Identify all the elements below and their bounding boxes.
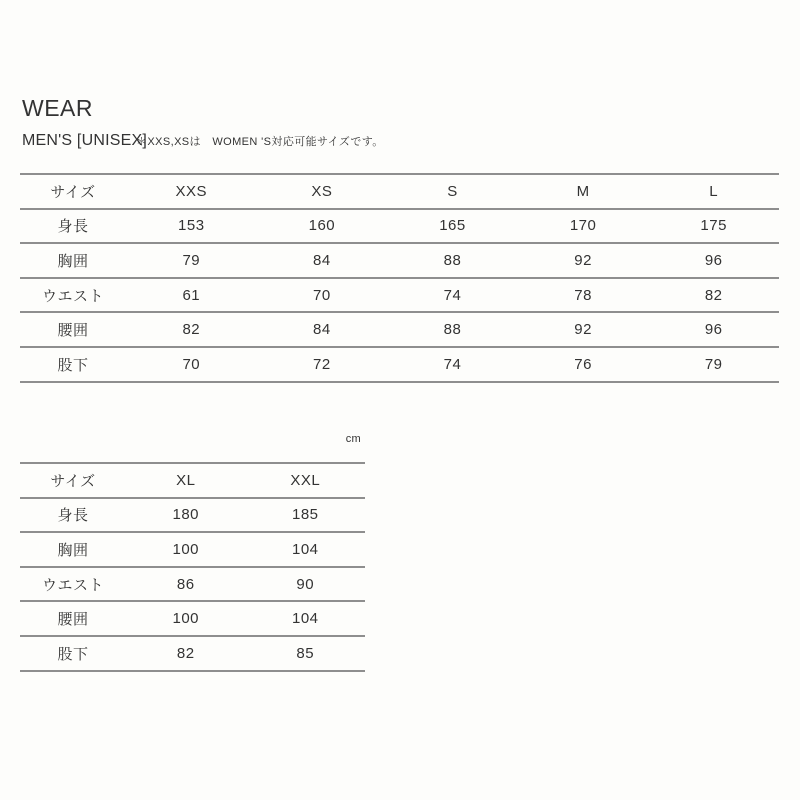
measurement-label: 腰囲 <box>20 601 126 636</box>
measurement-row <box>20 601 365 636</box>
size-column-header: XS <box>257 174 388 209</box>
measurement-value: 82 <box>126 636 246 671</box>
measurement-value: 88 <box>387 312 518 347</box>
category-heading: MEN'S [UNISEX] <box>22 132 147 149</box>
measurement-label: 身長 <box>20 209 126 244</box>
measurement-value: 88 <box>387 243 518 278</box>
measurement-label: 腰囲 <box>20 312 126 347</box>
measurement-value: 165 <box>387 209 518 244</box>
size-note: ＊XXS,XSは WOMEN 'S対応可能サイズです。 <box>136 136 384 148</box>
unit-label: cm <box>345 433 361 445</box>
measurement-value: 92 <box>518 312 649 347</box>
measurement-value: 78 <box>518 278 649 313</box>
measurement-row <box>20 498 365 533</box>
measurement-value: 96 <box>648 312 779 347</box>
size-column-header: XXS <box>126 174 257 209</box>
measurement-row <box>20 312 779 347</box>
measurement-value: 104 <box>246 532 366 567</box>
size-column-header: S <box>387 174 518 209</box>
measurement-value: 84 <box>257 312 388 347</box>
measurement-row <box>20 567 365 602</box>
measurement-value: 70 <box>257 278 388 313</box>
size-column-header: XL <box>126 463 246 498</box>
measurement-value: 100 <box>126 532 246 567</box>
measurement-value: 104 <box>246 601 366 636</box>
measurement-label: 胸囲 <box>20 243 126 278</box>
measurement-row <box>20 636 365 671</box>
measurement-value: 79 <box>126 243 257 278</box>
measurement-label: 身長 <box>20 498 126 533</box>
measurement-value: 90 <box>246 567 366 602</box>
measurement-value: 100 <box>126 601 246 636</box>
header-row <box>20 463 365 498</box>
measurement-value: 82 <box>126 312 257 347</box>
measurement-value: 85 <box>246 636 366 671</box>
measurement-value: 82 <box>648 278 779 313</box>
measurement-value: 74 <box>387 347 518 382</box>
measurement-value: 84 <box>257 243 388 278</box>
measurement-value: 185 <box>246 498 366 533</box>
measurement-row <box>20 532 365 567</box>
measurement-row <box>20 278 779 313</box>
measurement-row <box>20 347 779 382</box>
measurement-value: 76 <box>518 347 649 382</box>
measurement-label: 胸囲 <box>20 532 126 567</box>
measurement-row <box>20 209 779 244</box>
measurement-value: 96 <box>648 243 779 278</box>
measurement-value: 92 <box>518 243 649 278</box>
header-row <box>20 174 779 209</box>
measurement-value: 153 <box>126 209 257 244</box>
size-column-header: XXL <box>246 463 366 498</box>
measurement-value: 180 <box>126 498 246 533</box>
measurement-label: ウエスト <box>20 278 126 313</box>
size-label-header: サイズ <box>20 174 126 209</box>
measurement-value: 74 <box>387 278 518 313</box>
mens-size-table-xl-xxl <box>20 462 365 672</box>
measurement-value: 61 <box>126 278 257 313</box>
measurement-value: 70 <box>126 347 257 382</box>
measurement-value: 86 <box>126 567 246 602</box>
measurement-row <box>20 243 779 278</box>
size-label-header: サイズ <box>20 463 126 498</box>
measurement-label: 股下 <box>20 636 126 671</box>
page-title: WEAR <box>22 95 93 121</box>
measurement-value: 79 <box>648 347 779 382</box>
size-column-header: L <box>648 174 779 209</box>
mens-size-table-xxs-l <box>20 173 779 383</box>
size-column-header: M <box>518 174 649 209</box>
measurement-value: 72 <box>257 347 388 382</box>
measurement-value: 160 <box>257 209 388 244</box>
measurement-value: 170 <box>518 209 649 244</box>
measurement-label: 股下 <box>20 347 126 382</box>
measurement-value: 175 <box>648 209 779 244</box>
measurement-label: ウエスト <box>20 567 126 602</box>
